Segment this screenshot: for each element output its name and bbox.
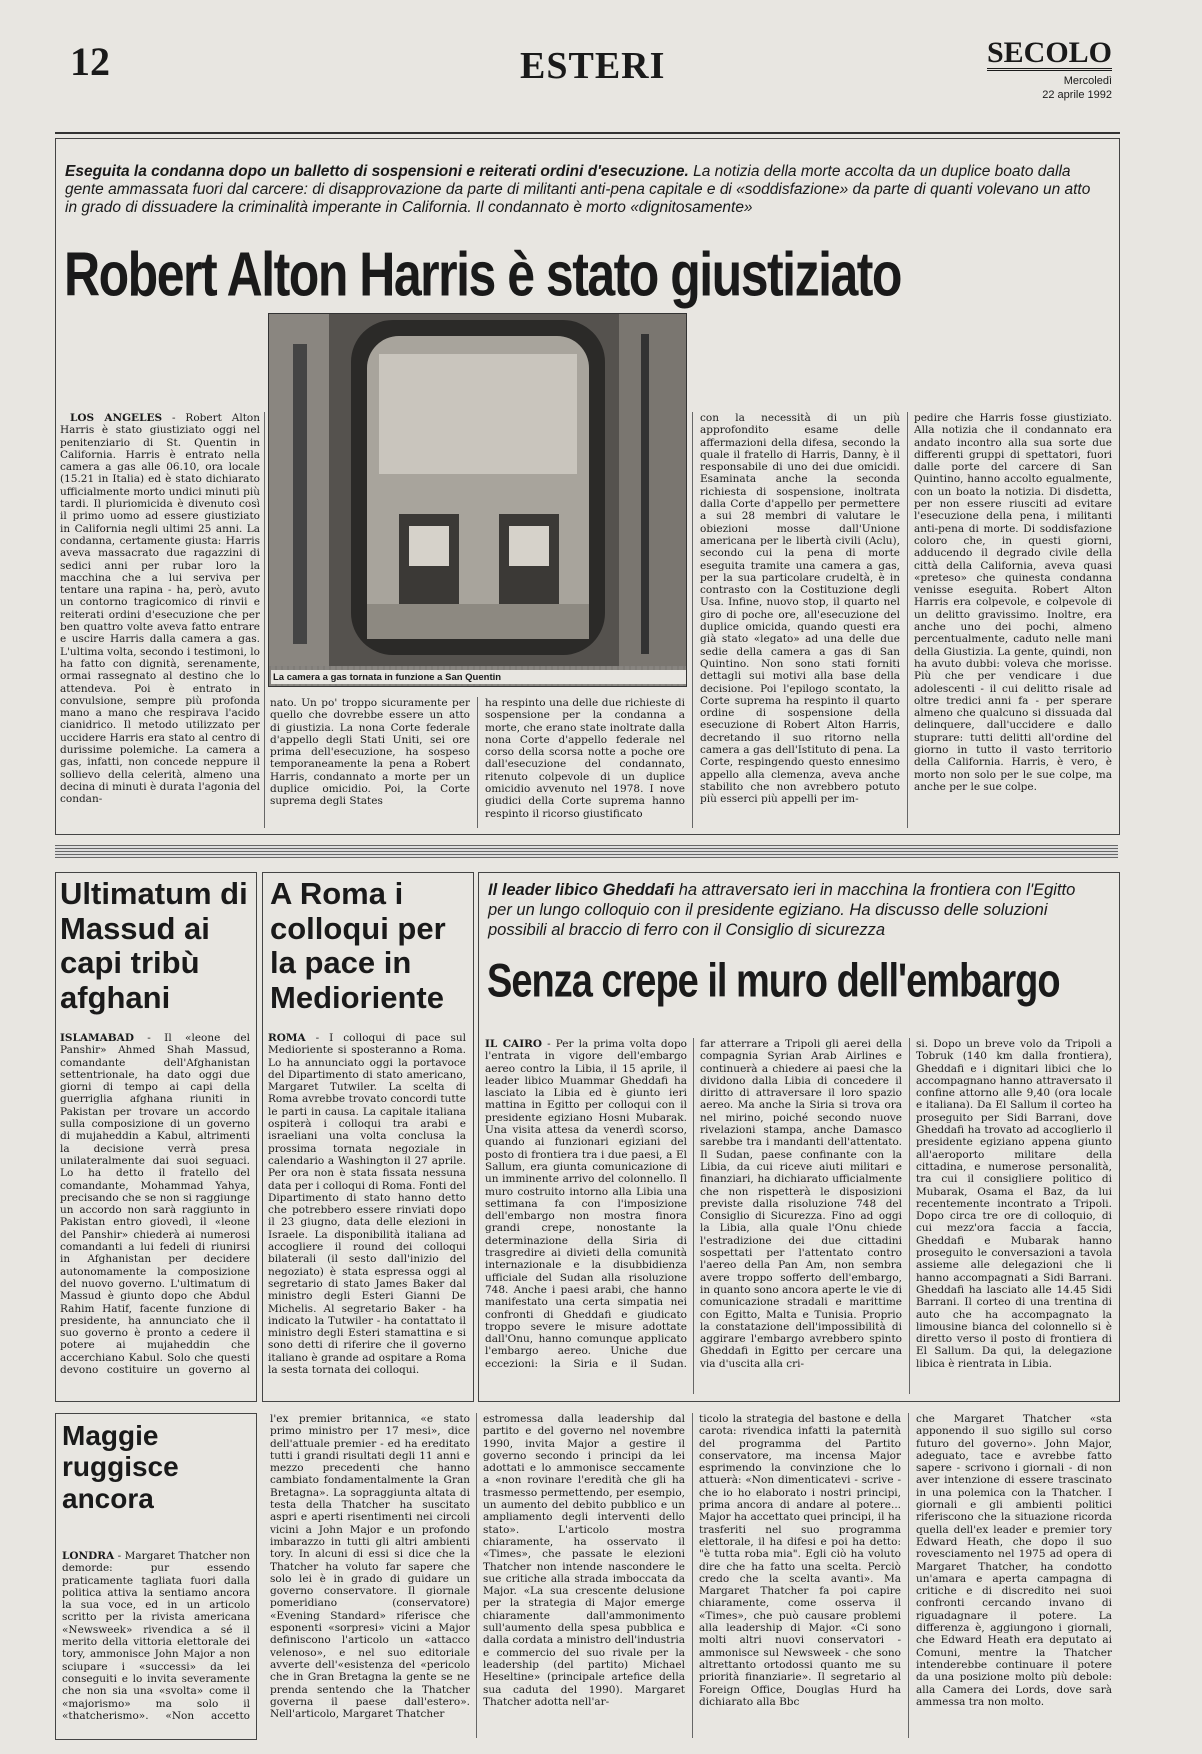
gas-chamber-photo (268, 313, 687, 687)
harris-kicker-text: La notizia della morte accolta da un duplice boato dalla gente ammassata fuori dal carcere: di disapprovazione da parte di militanti anti-pena capitale e di «soddisfazione» da parte di quanti volevano un atto in grado di dissuadere la criminalità imperante in California. Il condannato è morto «dignitosamente» (65, 163, 1091, 216)
roma-body-text: - I colloqui di pace sul Medioriente si sposteranno a Roma. Lo ha annunciato oggi la portavoce del Dipartimento di stato americano, Margaret Tutwiler. La scelta di Roma avrebbe trovato concordi tutte le parti in causa. La capitale italiana ospiterà i colloqui tra arabi e israeliani una volta conclusa la prossima tornata negoziale in calendario a Washington il 27 aprile. Per ora non è stata fissata nessuna data per i colloqui di Roma. Fonti del Dipartimento di stato hanno detto che potrebbero essere rinviati dopo il 23 giugno, data delle elezioni in Israele. La disponibilità italiana ad accogliere il round dei colloqui bilaterali (il sesto dall'inizio del negoziato) è stata espressa oggi al segretario di stato James Baker dal ministro degli Esteri Gianni De Michelis. Al segretario Baker - ha indicato la Tutwiler - ha contattato il ministro degli Esteri stamattina e si sono detti di riferire che il governo italiano è grande ad ospitare a Roma la sesta tornata dei colloqui. (268, 1032, 466, 1377)
header-rule (55, 132, 1120, 134)
harris-column-3 (485, 697, 685, 828)
column-rule (264, 412, 265, 828)
roma-headline: A Roma i colloqui per la pace in Medioriente (270, 876, 446, 1016)
column-rule (693, 1038, 694, 1394)
column-rule (692, 1413, 693, 1738)
thatcher-column-5-text: che Margaret Thatcher «sta apponendo il suo sigillo sul corso futuro del governo». John Major, adeguato, tace e avrebbe fatto sapere - scrivono i giornali - di non aver intenzione di essere trascinato in una polemica con la Thatcher. I giornali e gli ambienti politici riferiscono che la situazione ricorda quella dell'ex leader e premier tory Edward Heath, che dopo il suo rovesciamento nel 1975 ad opera di Margaret Thatcher, ha condotto un'amara e aperta campagna di critiche e di discredito nei suoi confronti cercando invano di riguadagnare il potere. La differenza è, aggiungono i giornali, che Edward Heath era deputato ai Comuni, mentre la Thatcher intenderebbe continuare il potere da una posizione molto più debole: alla Camera dei Lords, dove sarà ammessa tra non molto. (916, 1413, 1112, 1708)
issue-date: 22 aprile 1992 (1042, 88, 1112, 101)
embargo-column-3-text: si. Dopo un breve volo da Tripoli a Tobruk (140 km dalla frontiera), Gheddafi e i dignitari libici che lo accompagnano hanno attraversato il confine attorno alle 9,40 (ora locale e italiana). Da El Sallum il corteo ha proseguito per Sidi Barrani, dove Gheddafi ha trovato ad accoglierlo il presidente egiziano appena giunto all'aeroporto militare della cittadina, e numerose personalità, tra cui il consigliere politico di Mubarak, Osama el Baz, da lui recentemente incontrato a Tripoli. Dopo circa tre ore di colloquio, di cui mezz'ora faccia a faccia, Gheddafi e Mubarak hanno proseguito le conversazioni a tavola assieme alle delegazioni che li hanno accompagnati a Sidi Barrani. Gheddafi ha lasciato alle 14.45 Sidi Barrani. Il corteo di una trentina di auto che ha accompagnato la limousine bianca del colonnello si è diretto verso il posto di frontiera di El Sallum. Da qui, la delegazione libica è rientrata in Libia. (916, 1038, 1112, 1370)
thatcher-column-3-text: estromessa dalla leadership dal partito e del governo nel novembre 1990, invita Major a gestire il governo secondo i principi da lei adottati e lo ammonisce seccamente a «non rovinare l'eredità che gli ha trasmesso permettendo, per esempio, un aumento del debito pubblico e un ampliamento degli interventi dello stato». L'articolo mostra chiaramente, ha osservato il «Times», che passate le elezioni Thatcher non intende nascondere le sue critiche alla strada imboccata da Major. «La sua crescente delusione per la strategia di Major emerge chiaramente dall'ammonimento sull'aumento della spesa pubblica e dalla cordata a ministro dell'industria e commercio del suo rivale per la leadership (del partito) Michael Heseltine» (principale artefice della sua caduta del 1990). Margaret Thatcher adotta nell'ar- (483, 1413, 685, 1708)
thatcher-dateline: LONDRA (62, 1550, 115, 1562)
embargo-headline: Senza crepe il muro dell'embargo (487, 955, 1060, 1008)
embargo-column-1-text: - Per la prima volta dopo l'entrata in vigore dell'embargo aereo contro la Libia, il 15 aprile, il leader libico Muammar Gheddafi ha lasciato la Libia ed è giunto ieri mattina in Egitto per colloqui con il presidente egiziano Hosni Mubarak. Una visita attesa da venerdì scorso, quando ai funzionari egiziani del posto di frontiera tra i due paesi, a El Sallum, era giunta comunicazione di un imminente arrivo del colonnello. Il muro costruito intorno alla Libia una settimana fa con l'imposizione dell'embargo non mostra finora grandi crepe, nonostante la determinazione della Siria di trasgredire ai divieti della comunità internazionale e la disubbidienza ufficiale del Sudan alla risoluzione 748. Anche i paesi arabi, che hanno manifestato una certa simpatia nei confronti di Gheddafi e giudicato troppo severe le misure adottate dall'Onu, hanno comunque applicato l'embargo aereo. Uniche due eccezioni: la Siria e il Sudan. (485, 1038, 687, 1370)
issue-day: Mercoledì (1063, 75, 1112, 87)
harris-column-2-text: nato. Un po' troppo sicuramente per quello che dovrebbe essere un atto di giustizia. La nona Corte federale d'appello degli Stati Uniti, sei ore prima dell'esecuzione, ha sospeso temporaneamente la pena a Robert Harris, condannato a morte per un duplice omicidio. Poi, la Corte suprema degli States (270, 697, 470, 808)
harris-headline: Robert Alton Harris è stato giustiziato (64, 239, 901, 310)
harris-kicker-bold: Eseguita la condanna dopo un balletto di sospensioni e reiterati ordini d'esecuzione. (65, 163, 689, 180)
embargo-kicker (488, 880, 1088, 940)
newspaper-brand: SECOLO (986, 36, 1112, 69)
massud-dateline: ISLAMABAD (60, 1032, 134, 1044)
thatcher-column-1-text: - Margaret Thatcher non demorde: pur essendo praticamente tagliata fuori dalla politica attiva la sentiamo ancora la sua voce, ed in un articolo scritto per la rivista americana «Newsweek» rivendica a sé il merito della vittoria elettorale dei tory, ammonisce John Major a non sciupare i «successi» da lei conseguiti e lo invita severamente che non sia una «svolta» come il «majorismo» ma solo il «thatcherismo». «Non accetto (62, 1550, 250, 1722)
thatcher-column-1 (62, 1550, 250, 1734)
column-rule (907, 412, 908, 828)
embargo-kicker-text: ha attraversato ieri in macchina la frontiera con l'Egitto per un lungo colloquio con il presidente egiziano. Ha discusso delle soluzioni possibili al braccio di ferro con il Consiglio di sicurezza (488, 881, 1076, 939)
harris-column-5-text: pedire che Harris fosse giustiziato. Alla notizia che il condannato era andato incontro alla sua sorte due differenti gruppi di spettatori, fuori dalle porte del carcere di San Quintino, hanno accolto egualmente, con un boato la notizia. Di disdetta, per non essere riusciti ad evitare l'esecuzione della pena, i militanti anti-pena di morte. Di soddisfazione coloro che, in questi giorni, adducendo il degrado civile della città della California, aveva quasi «preteso» che quinesta condanna venisse eseguita. Robert Alton Harris era colpevole, e colpevole di un delitto gravissimo. Inoltre, era anche uno dei pochi, almeno percentualmente, caduto nelle mani della Giustizia. La gente, quindi, non ha avuto dubbi: voleva che morisse. Più che per vendicare i due adolescenti - il cui delitto risale ad oltre tredici anni fa - per sperare almeno che qualcuno si dissuada dal delinquere, dall'uccidere e dallo stuprare: tutti delitti all'ordine del giorno in tutto il vasto territorio della California. Harris, è vero, è morto non solo per le sue colpe, ma anche per le sue colpe. (914, 412, 1112, 793)
masthead (987, 38, 1112, 103)
section-title: ESTERI (520, 45, 666, 87)
embargo-column-3 (916, 1038, 1112, 1394)
thatcher-column-4 (699, 1413, 901, 1738)
thatcher-column-5 (916, 1413, 1112, 1738)
massud-headline: Ultimatum di Massud ai capi tribù afghani (60, 876, 248, 1016)
roma-dateline: ROMA (268, 1032, 306, 1044)
thatcher-column-2 (270, 1413, 470, 1738)
harris-column-1 (60, 412, 260, 828)
harris-kicker (65, 163, 1095, 217)
column-rule (908, 1413, 909, 1738)
harris-column-2 (270, 697, 470, 828)
embargo-column-2 (700, 1038, 902, 1394)
thatcher-headline: Maggie ruggisce ancora (62, 1420, 179, 1514)
thatcher-column-3 (483, 1413, 685, 1738)
harris-column-3-text: ha respinto una delle due richieste di sospensione per la condanna a morte, che erano state inoltrate dalla nona Corte d'appello federale nel corso della scorsa notte a poche ore dall'esecuzione del condannato, ritenuto colpevole di un duplice omicidio avvenuto nel 1978. I nove giudici della Corte suprema hanno respinto il ricorso giustificato (485, 697, 685, 820)
page-number: 12 (70, 39, 110, 84)
thatcher-column-2-text: l'ex premier britannica, «e stato primo ministro per 17 mesi», dice dell'attuale premier - ed ha ereditato tutti i grandi risultati degli 11 anni e mezzo precedenti che hanno cambiato fondamentalmente la Gran Bretagna». La sopraggiunta altata di testa della Thatcher ha suscitato aspri e aperti risentimenti nei circoli vicini a John Major e un profondo imbarazzo in tutti gli altri ambienti tory. In alcuni di essi si dice che la Thatcher ha voluto far sapere che solo lei è in grado di guidare un governo conservatore. Il giornale pomeridiano (conservatore) «Evening Standard» riferisce che esponenti «sorpresi» vicini a Major definiscono l'articolo un «attacco velenoso», e nel suo editoriale avverte dell'«esistenza del «pericolo che in Gran Bretagna la gente se ne prenda sentendo che la Thatcher governa il paese dall'estero». Nell'articolo, Margaret Thatcher (270, 1413, 470, 1721)
column-rule (476, 1413, 477, 1738)
embargo-column-1 (485, 1038, 687, 1394)
harris-column-4-text: con la necessità di un più approfondito esame delle affermazioni della difesa, secondo la quale il fratello di Harris, Danny, è il responsabile di uno dei due omicidi. Esaminata anche la seconda richiesta di sospensione, inoltrata dalla Corte d'appello per permettere a sui 28 membri di valutare le obiezioni mosse dall'Unione americana per le libertà civili (Aclu), secondo cui la pena di morte eseguita tramite una camera a gas, per la sua particolare crudeltà, è in contrasto con la Costituzione degli Usa. Infine, nuovo stop, il quarto nel giro di poche ore, all'esecuzione del duplice omicida, quando questi era già stato «legato» ad una delle due sedie della camera a gas di San Quintino. Non sono stati forniti dettagli sui motivi alla base della decisione. Poi l'epilogo scontato, la Corte suprema ha respinto il quarto ordine di sospensione della esecuzione di Robert Alton Harris, decretando il suo ritorno nella camera a gas dell'Istituto di pena. La Corte, respingendo questo ennesimo appello alla clemenza, aveva anche stabilito che non avrebbero potuto più esserci più appelli per im- (700, 412, 900, 806)
embargo-kicker-bold: Il leader libico Gheddafi (488, 881, 675, 899)
column-rule (692, 412, 693, 828)
gas-chamber-illustration (269, 314, 686, 666)
massud-body-text: - Il «leone del Panshir» Ahmed Shah Massud, comandante dell'Afghanistan settentrionale, ha dato oggi due giorni di tempo ai capi della guerriglia afghana riuniti in Pakistan per trovare un accordo sulla composizione di un governo di mujaheddin a Kabul, altrimenti la decisione verrà presa unilateralmente dai suoi seguaci. Lo ha detto il fratello del comandante, Mohammad Yahya, precisando che se non si raggiunge un accordo non sarà raggiunto in Pakistan entro giovedì, il «leone del Panshir» chiederà ai numerosi comandanti a lui fedeli di riunirsi in Afghanistan per decidere autonomamente la composizione del nuovo governo. L'ultimatum di Massud è giunto dopo che Abdul Rahim Hatif, facente funzione di presidente, ha annunciato che il suo governo è pronto a cedere il potere ai mujaheddin che accerchiano Kabul. Solo che questi devono costituire un governo al (60, 1032, 250, 1377)
column-rule (477, 697, 478, 828)
harris-column-4 (700, 412, 900, 828)
thatcher-column-4-text: ticolo la strategia del bastone e della carota: rivendica infatti la paternità del programma del Partito conservatore, ma incensa Major esprimendo la convinzione che lo attuerà: «Non dimenticatevi - scrive - che io ho elaborato i nostri principi, prima ancora di andare al potere... Major ha accettato quei principi, il ha trasferiti nel suo programma elettorale, il ha difesi e poi ha detto: "è tutta roba mia". Egli ciò ha voluto dire che ha fatto una scelta. Perciò credo che la scelta avanti». Ma Margaret Thatcher fa poi capire chiaramente, come osserva il «Times», che può causare problemi alla leadership di Major. «Ci sono molti altri nuovi conservatori - ammonisce sul Newsweek - che sono altrettanto ortodossi quanto me su priorità finanziarie». Il segretario al Foreign Office, Douglas Hurd ha dichiarato alla Bbc (699, 1413, 901, 1708)
embargo-dateline: IL CAIRO (485, 1038, 542, 1050)
harris-column-1-text: - Robert Alton Harris è stato giustiziato oggi nel penitenziario di St. Quentin in California. Harris è entrato nella camera a gas alle 06.10, ora locale (15.21 in Italia) ed è stato dichiarato ufficialmente morto undici minuti più tardi. Il pluriomicida è divenuto così il primo uomo ad essere giustiziato in California negli ultimi 25 anni. La condanna, certamente giusta: Harris aveva massacrato due ragazzini di sedici anni per rubar loro la macchina che a lui serviva per tentare una rapina - ha, però, avuto un contorno tragicomico di rinvii e reiterati ordini d'esecuzione che per ben quattro volte aveva fatto entrare e uscire Harris dalla camera a gas. L'ultima volta, secondo i testimoni, lo ha fatto con dignità, serenamente, ormai rassegnato al destino che lo attendeva. Poi è entrato in convulsione, sempre più profonda mano a mano che respirava l'acido cianidrico. Il metodo utilizzato per uccidere Harris era stato al centro di durissime polemiche. La camera a gas, infatti, non concede neppure il sollievo della celerità, almeno una decina di minuti è durata l'agonia del condan- (60, 412, 260, 806)
massud-body (60, 1032, 250, 1394)
section-divider (55, 845, 1118, 858)
embargo-column-2-text: far atterrare a Tripoli gli aerei della compagnia Syrian Arab Airlines e continuerà a chiedere ai paesi che la dividono dalla Libia di concedere il diritto di attraversare il loro spazio aereo. Ma anche la Siria si trova ora nel mirino, poiché secondo nuove rivelazioni stampa, anche Damasco sarebbe tra i mandanti dell'attentato. Il Sudan, paese confinante con la Libia, da cui riceve aiuti militari e finanziari, ha dichiarato ufficialmente che non rispetterà le disposizioni previste dalla risoluzione 748 del Consiglio di Sicurezza. Fino ad oggi la Libia, alla quale l'Onu chiede l'estradizione dei due cittadini sospettati per l'attentato contro l'aereo della Pan Am, non sembra avere troppo sofferto dell'embargo, in quanto sono ancora aperte le vie di comunicazione stradali e marittime con Egitto, Malta e Tunisia. Proprio la constatazione dell'impossibilità di aggirare l'embargo avrebbero spinto Gheddafi in Egitto per cercare una via d'uscita alla cri- (700, 1038, 902, 1370)
photo-caption: La camera a gas tornata in funzione a San Quentin (271, 670, 686, 684)
column-rule (909, 1038, 910, 1394)
harris-dateline: LOS ANGELES (70, 412, 163, 424)
harris-column-5 (914, 412, 1112, 828)
roma-body (268, 1032, 466, 1394)
